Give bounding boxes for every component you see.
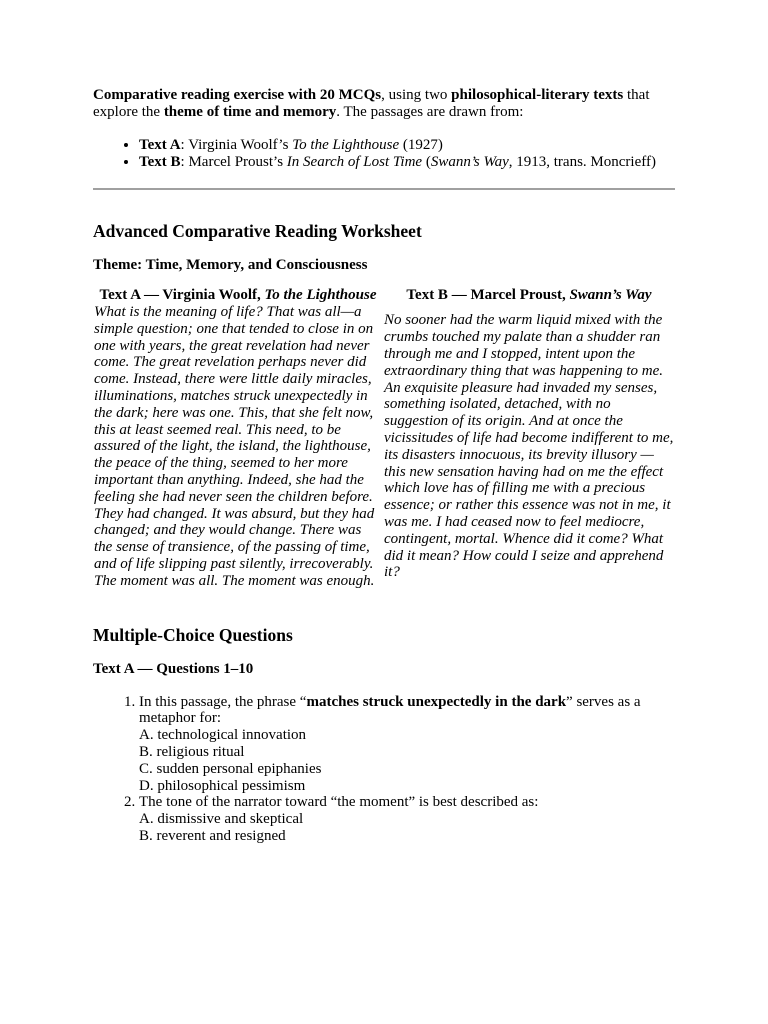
source-item-a: [139, 137, 675, 154]
intro-text-2: that explore the: [93, 87, 650, 120]
passage-text-a: What is the meaning of life? That was all—a simple question; one that tended to close in on one with years, the great revelation had never come. The great revelation perhaps never did come. Instead, there were little daily miracles, illuminations, matches struck unexpectedly in the dark; here was one. This, that she felt now, this at least seemed real. This need, to be assured of the light, the island, the lighthouse, the peace of the thing, seemed to her more important than anything. Indeed, she had the feeling she had never seen the children before. They had changed. It was absurd, but they had changed; and they would change. There was the sense of transience, of the passing of time, and of life slipping past silently, irrecoverably. The moment was all. The moment was enough.: [94, 304, 375, 589]
intro-bold-3: theme of time and memory: [163, 104, 337, 120]
intro-bold-1: Comparative reading exercise with 20 MCQs: [93, 87, 382, 103]
worksheet-title: Advanced Comparative Reading Worksheet: [93, 221, 422, 241]
question-list: [93, 694, 675, 845]
intro-text-1: , using two: [381, 87, 452, 103]
column-b-title: Swann’s Way: [569, 287, 652, 303]
question-2: [139, 794, 675, 844]
comparison-table: [93, 287, 675, 590]
source-a-label: Text A: [139, 137, 181, 153]
source-b-pre: : Marcel Proust’s: [180, 154, 287, 170]
mcq-title: Multiple-Choice Questions: [93, 624, 293, 645]
question-1-option-c: C. sudden personal epiphanies: [139, 760, 322, 777]
question-1-pre: In this passage, the phrase “: [139, 693, 307, 710]
question-2-option-b: B. reverent and resigned: [139, 827, 286, 844]
source-b-label: Text B: [139, 154, 181, 170]
horizontal-divider: [93, 188, 675, 190]
question-1-phrase: matches struck unexpectedly in the dark: [306, 693, 567, 710]
column-header-text-a: [93, 287, 383, 304]
column-header-text-b: [383, 287, 675, 304]
source-a-title: To the Lighthouse: [292, 137, 400, 153]
source-b-subtitle: Swann’s Way: [430, 154, 509, 170]
question-2-text: The tone of the narrator toward “the moment” is best described as:: [139, 794, 539, 811]
source-b-post: , 1913, trans. Moncrieff): [508, 154, 656, 170]
source-a-pre: : Virginia Woolf’s: [180, 137, 293, 153]
question-1-option-d: D. philosophical pessimism: [139, 777, 306, 794]
column-a-title: To the Lighthouse: [264, 287, 377, 303]
comparison-passage-row: [93, 304, 675, 590]
intro-text-3: . The passages are drawn from:: [336, 104, 524, 120]
passage-text-b: No sooner had the warm liquid mixed with the crumbs touched my palate than a shudder ran through me and I stopped, intent upon the extraordinary thing that was happening to me. An exquisite pleasure had invaded my senses, something isolated, detached, with no suggestion of its origin. And at once the vicissitudes of life had become indifferent to me, its disasters innocuous, its brevity illusory — this new sensation having had on me the effect which love has of filling me with a precious essence; or rather this essence was not in me, it was me. I had ceased now to feel mediocre, contingent, mortal. Whence did it come? What did it mean? How could I seize and apprehend it?: [384, 312, 674, 581]
question-1-option-b: B. religious ritual: [139, 743, 245, 760]
intro-paragraph: [93, 87, 675, 121]
question-2-option-a: A. dismissive and skeptical: [139, 811, 304, 828]
source-b-mid: (: [422, 154, 431, 170]
intro-bold-2: philosophical-literary texts: [451, 87, 624, 103]
column-b-prefix: Text B — Marcel Proust,: [406, 287, 570, 303]
worksheet-theme: Theme: Time, Memory, and Consciousness: [93, 257, 368, 273]
source-b-title: In Search of Lost Time: [286, 154, 423, 170]
source-a-post: (1927): [399, 137, 443, 153]
comparison-header-row: [93, 287, 675, 304]
mcq-section-a-heading: Text A — Questions 1–10: [93, 660, 254, 677]
column-a-prefix: Text A — Virginia Woolf,: [99, 287, 265, 303]
question-1: [139, 694, 675, 795]
source-item-b: [139, 154, 675, 171]
question-1-post: ” serves as a metaphor for:: [139, 693, 641, 727]
question-1-option-a: A. technological innovation: [139, 727, 307, 744]
source-list: [93, 137, 675, 171]
